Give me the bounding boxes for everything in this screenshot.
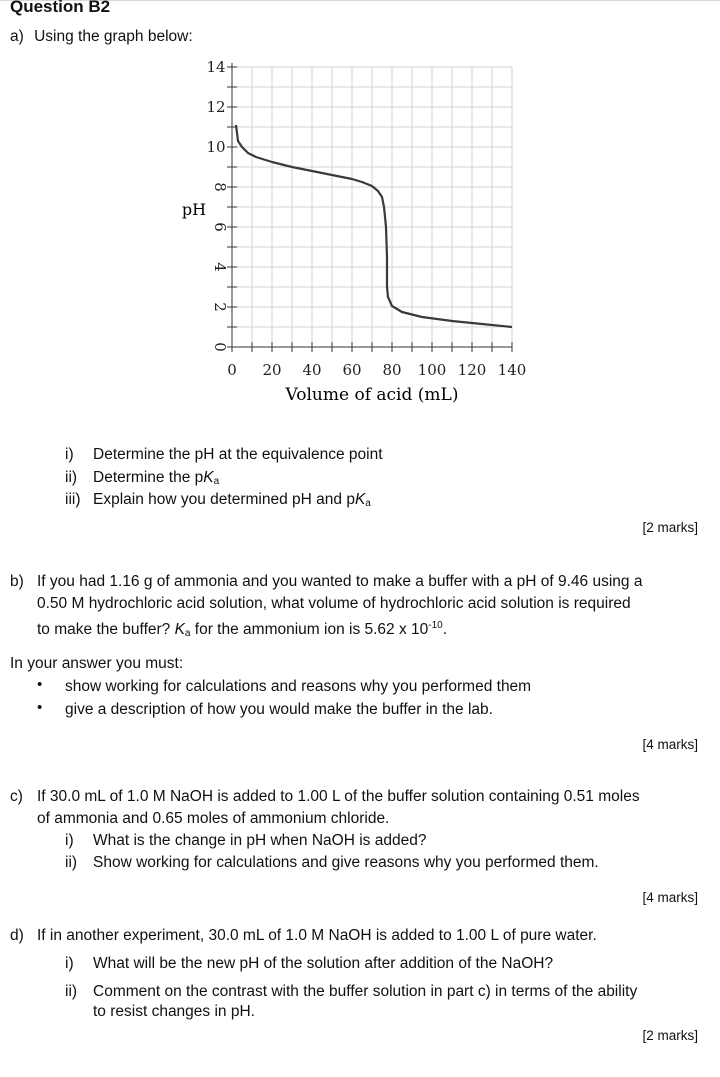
part-c-line-2: of ammonia and 0.65 moles of ammonium chloride.	[37, 810, 390, 827]
part-b-line-1: If you had 1.16 g of ammonia and you wanted to make a buffer with a pH of 9.46 using a	[37, 573, 643, 590]
part-a-item-3	[65, 489, 371, 515]
x-tick-label: 120	[457, 361, 487, 379]
part-d-line-1: If in another experiment, 30.0 mL of 1.0 M NaOH is added to 1.00 L of pure water.	[37, 927, 597, 944]
item-number: i)	[65, 446, 74, 463]
text: for the ammonium ion is 5.62 x 10	[190, 621, 429, 638]
item-text: Comment on the contrast with the buffer solution in part c) in terms of the ability	[93, 983, 638, 1000]
titration-curve-line	[236, 125, 512, 327]
part-a-marks: [2 marks]	[642, 520, 698, 535]
part-a-intro: Using the graph below:	[34, 28, 193, 45]
y-tick-label: 8	[211, 182, 229, 192]
part-c-marks: [4 marks]	[642, 890, 698, 905]
ka-subscript: a	[213, 476, 220, 487]
item-number: ii)	[65, 469, 78, 486]
ka-symbol: K	[354, 491, 366, 508]
part-b-marks: [4 marks]	[642, 737, 698, 752]
item-number: i)	[65, 955, 74, 972]
question-title: Question B2	[10, 0, 111, 16]
x-tick-label: 40	[302, 361, 322, 379]
y-tick-label: 12	[206, 98, 226, 116]
ka-subscript: a	[365, 498, 371, 509]
x-tick-label: 0	[227, 361, 237, 379]
titration-chart	[150, 50, 570, 410]
x-tick-label: 20	[262, 361, 282, 379]
item-text: What is the change in pH when NaOH is added?	[93, 832, 427, 849]
text: .	[442, 621, 448, 638]
item-number: iii)	[65, 491, 81, 508]
x-axis-label: Volume of acid (mL)	[285, 385, 459, 405]
bullet-item-1: show working for calculations and reasons why you performed them	[65, 678, 532, 695]
part-d-item-2-cont: to resist changes in pH.	[93, 1003, 255, 1020]
item-number: i)	[65, 832, 74, 849]
x-tick-label: 100	[417, 361, 447, 379]
y-tick-label: 4	[211, 262, 229, 272]
y-axis-label: pH	[181, 200, 207, 219]
chart-grid	[232, 67, 512, 347]
item-text: Determine the p	[93, 469, 204, 486]
bullet-item-2: give a description of how you would make the buffer in the lab.	[65, 701, 493, 718]
y-tick-label: 14	[206, 58, 226, 76]
y-tick-label: 2	[211, 302, 229, 312]
x-tick-label: 140	[497, 361, 527, 379]
part-d-marks: [2 marks]	[642, 1028, 698, 1043]
text: to make the buffer?	[37, 621, 175, 638]
part-b-letter: b)	[10, 573, 24, 590]
ka-symbol: K	[174, 621, 185, 638]
part-d-item-1	[65, 953, 553, 975]
item-text: Explain how you determined pH and p	[93, 491, 355, 508]
part-a-item-1	[65, 444, 383, 466]
item-text: Show working for calculations and give reasons why you performed them.	[93, 854, 599, 871]
x-tick-label: 80	[382, 361, 402, 379]
y-tick-label: 0	[211, 342, 229, 352]
part-c-letter: c)	[10, 788, 23, 805]
bullet-icon: •	[37, 699, 43, 716]
ka-symbol: K	[203, 469, 214, 486]
item-number: ii)	[65, 854, 78, 871]
part-a-letter: a)	[10, 28, 24, 45]
exponent: -10	[428, 620, 443, 631]
ka-subscript: a	[184, 628, 191, 639]
item-number: ii)	[65, 983, 78, 1000]
part-a-heading	[10, 26, 193, 48]
y-tick-label: 10	[206, 138, 226, 156]
part-c-item-2	[65, 852, 599, 874]
chart-series	[236, 125, 512, 327]
bullet-icon: •	[37, 676, 43, 693]
part-d-letter: d)	[10, 927, 24, 944]
part-b-line-2: 0.50 M hydrochloric acid solution, what volume of hydrochloric acid solution is required	[37, 595, 631, 612]
chart-ticks	[206, 58, 526, 379]
part-b-line-3	[37, 615, 447, 645]
y-tick-label: 6	[211, 222, 229, 232]
must-intro: In your answer you must:	[10, 655, 184, 672]
item-text: What will be the new pH of the solution after addition of the NaOH?	[93, 955, 554, 972]
part-c-line-1: If 30.0 mL of 1.0 M NaOH is added to 1.00 L of the buffer solution containing 0.51 moles	[37, 788, 640, 805]
part-d-item-2	[65, 981, 637, 1003]
x-tick-label: 60	[342, 361, 362, 379]
item-text: Determine the pH at the equivalence point	[93, 446, 383, 463]
part-c-item-1	[65, 830, 426, 852]
